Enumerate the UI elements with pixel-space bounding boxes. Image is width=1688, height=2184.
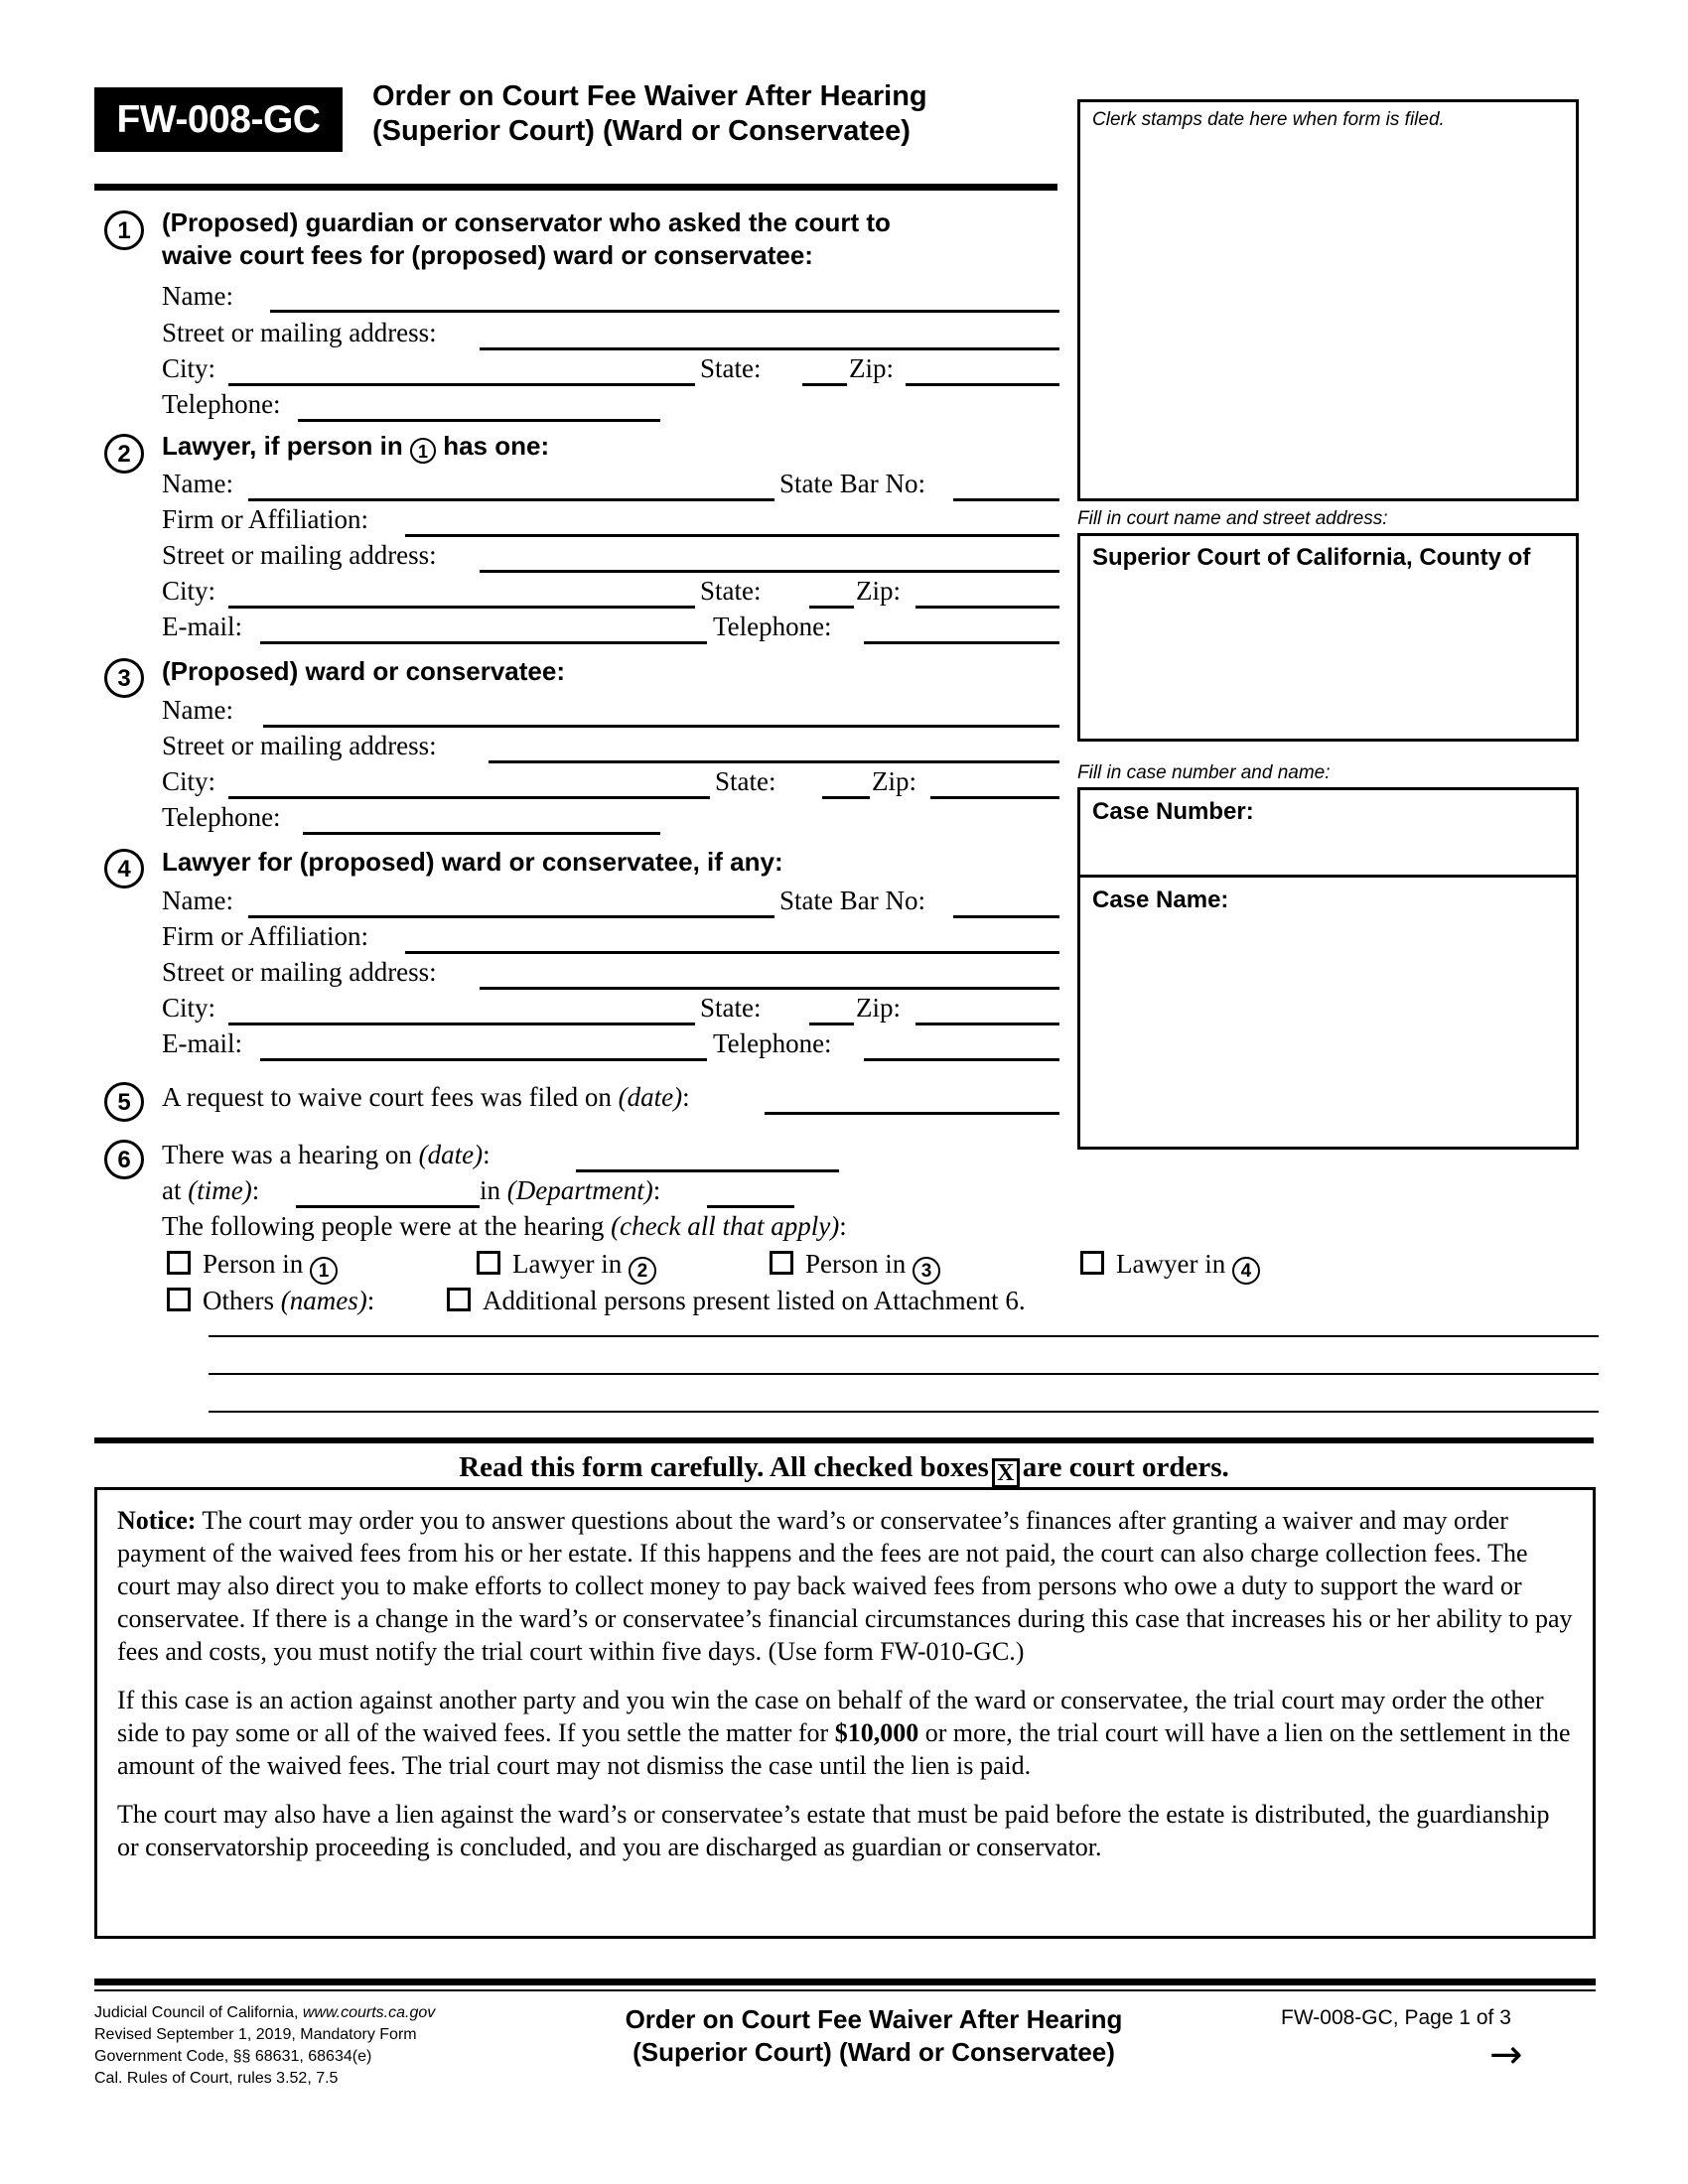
s4-city-label: City: xyxy=(162,993,216,1023)
footer-line-2: Revised September 1, 2019, Mandatory Form xyxy=(94,2026,417,2043)
s1-zip-label: Zip: xyxy=(849,353,894,383)
s3-street-input[interactable] xyxy=(489,760,1059,763)
section-4-number: 4 xyxy=(104,849,144,888)
checkbox-icon[interactable] xyxy=(1080,1251,1104,1275)
s1-telephone-input[interactable] xyxy=(298,419,660,422)
notice-paragraph-1 xyxy=(117,1504,1573,1668)
s4-telephone-input[interactable] xyxy=(864,1058,1059,1061)
section-5-number: 5 xyxy=(104,1082,144,1122)
clerk-stamp-box[interactable] xyxy=(1077,99,1579,501)
s3-telephone-label: Telephone: xyxy=(162,802,281,832)
case-name-label: Case Name: xyxy=(1092,887,1229,913)
s4-name-label: Name: xyxy=(162,886,233,915)
s3-state-input[interactable] xyxy=(822,796,870,799)
checkbox-icon[interactable] xyxy=(167,1288,191,1311)
s2-telephone-input[interactable] xyxy=(864,641,1059,644)
s6-line1-pre: There was a hearing on xyxy=(162,1140,412,1169)
s3-city-input[interactable] xyxy=(228,796,710,799)
header-divider xyxy=(94,184,1057,191)
court-name-caption: Fill in court name and street address: xyxy=(1077,508,1388,529)
notice-p2-a: If this case is an action against another party and you win the case on behalf of the ward or conservatee, the trial court may order the other side to pay some or all of the waived fees. If you settle the matter for xyxy=(117,1686,1544,1747)
s1-city-label: City: xyxy=(162,353,216,383)
case-number-field[interactable] xyxy=(1080,790,1576,878)
s6-line1-italic: (date) xyxy=(418,1140,484,1169)
s6-line2-mid: : xyxy=(251,1175,260,1205)
s2-city-input[interactable] xyxy=(228,606,695,609)
footer-url: www.courts.ca.gov xyxy=(302,2004,436,2021)
s4-state-bar-label: State Bar No: xyxy=(779,886,925,915)
checkbox-others[interactable] xyxy=(167,1286,374,1315)
s6-line2-post: : xyxy=(652,1175,661,1205)
s1-name-label: Name: xyxy=(162,281,233,311)
checkbox-label: Person in xyxy=(203,1249,304,1279)
notice-p2-b: or more, the trial court will have a lien on the settlement in the amount of the waived fees. The trial court may not dismiss the case until the lien is paid. xyxy=(117,1718,1571,1780)
checkbox-icon[interactable] xyxy=(770,1251,793,1275)
s6-department-input[interactable] xyxy=(707,1205,794,1208)
footer-line-3: Government Code, §§ 68631, 68634(e) xyxy=(94,2048,372,2065)
s5-text-pre: A request to waive court fees was filed on xyxy=(162,1082,612,1112)
s2-zip-input[interactable] xyxy=(915,606,1059,609)
section-2-heading-post: has one: xyxy=(443,431,550,461)
s3-zip-label: Zip: xyxy=(872,766,916,796)
s1-state-label: State: xyxy=(700,353,762,383)
section-1-heading-line2: waive court fees for (proposed) ward or conservatee: xyxy=(162,240,813,270)
checkbox-icon[interactable] xyxy=(447,1288,471,1311)
checkbox-ref-circle: 4 xyxy=(1232,1257,1260,1285)
s6-time-input[interactable] xyxy=(296,1205,480,1208)
footer-line-1 xyxy=(94,2002,511,2024)
s4-firm-input[interactable] xyxy=(405,951,1059,954)
s4-state-input[interactable] xyxy=(809,1023,854,1025)
checkbox-ref-circle: 1 xyxy=(310,1257,338,1285)
s3-city-label: City: xyxy=(162,766,216,796)
section-3-number: 3 xyxy=(104,658,144,698)
read-bar-divider xyxy=(94,1437,1594,1443)
notice-box xyxy=(94,1487,1596,1939)
others-colon: : xyxy=(366,1286,375,1315)
s6-line1 xyxy=(162,1140,491,1169)
form-header xyxy=(94,79,1057,169)
case-info-caption: Fill in case number and name: xyxy=(1077,762,1331,783)
s4-firm-label: Firm or Affiliation: xyxy=(162,921,368,951)
checkbox-attachment-6[interactable] xyxy=(447,1286,1026,1315)
s2-email-input[interactable] xyxy=(260,641,707,644)
checkbox-label: Additional persons present listed on Attachment 6. xyxy=(483,1286,1026,1315)
page-title-line2: (Superior Court) (Ward or Conservatee) xyxy=(372,115,911,147)
notice-label: Notice: xyxy=(117,1506,197,1535)
footer-title-line1: Order on Court Fee Waiver After Hearing xyxy=(625,2004,1123,2034)
s3-name-label: Name: xyxy=(162,695,233,725)
others-writein-line-2[interactable] xyxy=(209,1373,1599,1375)
s6-line3 xyxy=(162,1211,847,1241)
section-2-heading-pre: Lawyer, if person in xyxy=(162,431,403,461)
section-1-number: 1 xyxy=(104,210,144,250)
s6-line2-dept-italic: (Department) xyxy=(506,1175,653,1205)
s2-street-label: Street or mailing address: xyxy=(162,540,437,570)
checkbox-label: Lawyer in xyxy=(512,1249,623,1279)
s2-telephone-label: Telephone: xyxy=(713,612,832,641)
s1-name-input[interactable] xyxy=(270,310,1059,313)
s4-city-input[interactable] xyxy=(228,1023,695,1025)
others-writein-line-1[interactable] xyxy=(209,1335,1599,1337)
s1-city-input[interactable] xyxy=(228,383,695,386)
others-writein-line-3[interactable] xyxy=(209,1411,1599,1413)
s4-street-input[interactable] xyxy=(480,987,1059,990)
checkbox-label: Person in xyxy=(805,1249,907,1279)
s3-zip-input[interactable] xyxy=(930,796,1059,799)
checkbox-lawyer-in-2[interactable] xyxy=(477,1249,656,1285)
s3-state-label: State: xyxy=(715,766,776,796)
section-1-heading xyxy=(162,206,1055,272)
court-name-box[interactable] xyxy=(1077,533,1579,742)
s6-line3-post: : xyxy=(839,1211,847,1241)
section-2-number: 2 xyxy=(104,434,144,474)
s2-state-label: State: xyxy=(700,576,762,606)
notice-paragraph-2 xyxy=(117,1684,1573,1782)
clerk-stamp-caption: Clerk stamps date here when form is filed. xyxy=(1092,109,1445,130)
section-3-heading: (Proposed) ward or conservatee: xyxy=(162,656,565,686)
footer-legal-citations xyxy=(94,2002,511,2090)
s2-firm-label: Firm or Affiliation: xyxy=(162,504,368,534)
s4-email-input[interactable] xyxy=(260,1058,707,1061)
s3-name-input[interactable] xyxy=(263,725,1059,728)
checkbox-ref-circle: 2 xyxy=(629,1257,656,1285)
page-title xyxy=(372,79,1057,149)
checkbox-ref-circle: 3 xyxy=(913,1257,940,1285)
others-hint: (names) xyxy=(280,1286,367,1315)
case-info-box[interactable] xyxy=(1077,787,1579,1150)
section-6-number: 6 xyxy=(104,1140,144,1179)
read-carefully-notice xyxy=(94,1451,1594,1488)
s4-email-label: E-mail: xyxy=(162,1028,242,1058)
s1-telephone-label: Telephone: xyxy=(162,389,281,419)
notice-p1-text: The court may order you to answer questions about the ward’s or conservatee’s finances after granting a waiver and may order payment of the waived fees from his or her estate. If this happens and the fees are not paid, the court can also charge collection fees. The court may also direct you to make efforts to collect money to pay back waived fees from persons who owe a duty to support the ward or conservatee. If there is a change in the ward’s or conservatee’s financial circumstances during this case that increases his or her ability to pay fees and costs, you must notify the trial court within five days. (Use form FW-010-GC.) xyxy=(117,1506,1573,1666)
s5-text-post: : xyxy=(682,1082,690,1112)
s5-text-italic: (date) xyxy=(618,1082,683,1112)
checked-box-example-icon: X xyxy=(992,1458,1020,1488)
read-carefully-pre: Read this form carefully. All checked boxes xyxy=(459,1451,989,1483)
section-2-ref-circle: 1 xyxy=(410,438,436,464)
s2-city-label: City: xyxy=(162,576,216,606)
s1-state-input[interactable] xyxy=(802,383,847,386)
s4-zip-label: Zip: xyxy=(856,993,901,1023)
footer-divider-thick xyxy=(94,1979,1596,1985)
s1-street-input[interactable] xyxy=(480,347,1059,350)
s6-hearing-date-input[interactable] xyxy=(576,1169,839,1172)
s2-state-input[interactable] xyxy=(809,606,854,609)
section-2-heading xyxy=(162,430,1055,464)
checkbox-label: Lawyer in xyxy=(1116,1249,1226,1279)
checkbox-label: Others xyxy=(203,1286,274,1315)
form-code-badge: FW-008-GC xyxy=(94,87,343,152)
s3-street-label: Street or mailing address: xyxy=(162,731,437,760)
read-carefully-post: are court orders. xyxy=(1022,1451,1229,1483)
s4-name-input[interactable] xyxy=(248,915,774,918)
s6-line2 xyxy=(162,1175,660,1205)
s6-line3-italic: (check all that apply) xyxy=(611,1211,840,1241)
footer-page-number: FW-008-GC, Page 1 of 3 xyxy=(1281,2006,1511,2029)
s4-telephone-label: Telephone: xyxy=(713,1028,832,1058)
page-title-line1: Order on Court Fee Waiver After Hearing xyxy=(372,80,927,112)
s4-state-label: State: xyxy=(700,993,762,1023)
s2-name-label: Name: xyxy=(162,469,233,498)
section-5-text xyxy=(162,1082,690,1112)
footer-title-line2: (Superior Court) (Ward or Conservatee) xyxy=(633,2037,1115,2067)
section-4-heading: Lawyer for (proposed) ward or conservatee, if any: xyxy=(162,847,783,877)
next-page-arrow-icon: → xyxy=(1489,2032,1523,2078)
checkbox-icon[interactable] xyxy=(167,1251,191,1275)
footer-divider-thin xyxy=(94,1989,1596,1991)
court-name-value: Superior Court of California, County of xyxy=(1092,544,1531,571)
notice-paragraph-3: The court may also have a lien against the ward’s or conservatee’s estate that must be paid before the estate is distributed, the guardianship or conservatorship proceeding is concluded, and you are discharged as guardian or conservator. xyxy=(117,1800,1550,1861)
s5-date-input[interactable] xyxy=(765,1112,1059,1115)
s6-line2-time-italic: (time) xyxy=(188,1175,252,1205)
case-number-label: Case Number: xyxy=(1092,798,1254,825)
s3-telephone-input[interactable] xyxy=(303,832,660,835)
checkbox-lawyer-in-4[interactable] xyxy=(1080,1249,1260,1285)
checkbox-person-in-3[interactable] xyxy=(770,1249,940,1285)
s2-email-label: E-mail: xyxy=(162,612,242,641)
footer-council: Judicial Council of California, xyxy=(94,2004,303,2021)
section-1-heading-line1: (Proposed) guardian or conservator who asked the court to xyxy=(162,207,891,237)
s2-state-bar-input[interactable] xyxy=(953,498,1059,501)
checkbox-icon[interactable] xyxy=(477,1251,500,1275)
s6-line3-pre: The following people were at the hearing xyxy=(162,1211,605,1241)
s6-line1-post: : xyxy=(483,1140,491,1169)
s6-line2-in: in xyxy=(479,1175,500,1205)
s2-street-input[interactable] xyxy=(480,570,1059,573)
s2-zip-label: Zip: xyxy=(856,576,901,606)
s4-state-bar-input[interactable] xyxy=(953,915,1059,918)
s2-name-input[interactable] xyxy=(248,498,774,501)
footer-form-title xyxy=(477,2003,1271,2069)
notice-settlement-amount: $10,000 xyxy=(834,1718,919,1747)
s2-firm-input[interactable] xyxy=(405,534,1059,537)
s2-state-bar-label: State Bar No: xyxy=(779,469,925,498)
s4-zip-input[interactable] xyxy=(915,1023,1059,1025)
s1-zip-input[interactable] xyxy=(906,383,1059,386)
s1-street-label: Street or mailing address: xyxy=(162,318,437,347)
s4-street-label: Street or mailing address: xyxy=(162,957,437,987)
footer-line-4: Cal. Rules of Court, rules 3.52, 7.5 xyxy=(94,2070,339,2087)
checkbox-person-in-1[interactable] xyxy=(167,1249,338,1285)
s6-line2-at: at xyxy=(162,1175,182,1205)
